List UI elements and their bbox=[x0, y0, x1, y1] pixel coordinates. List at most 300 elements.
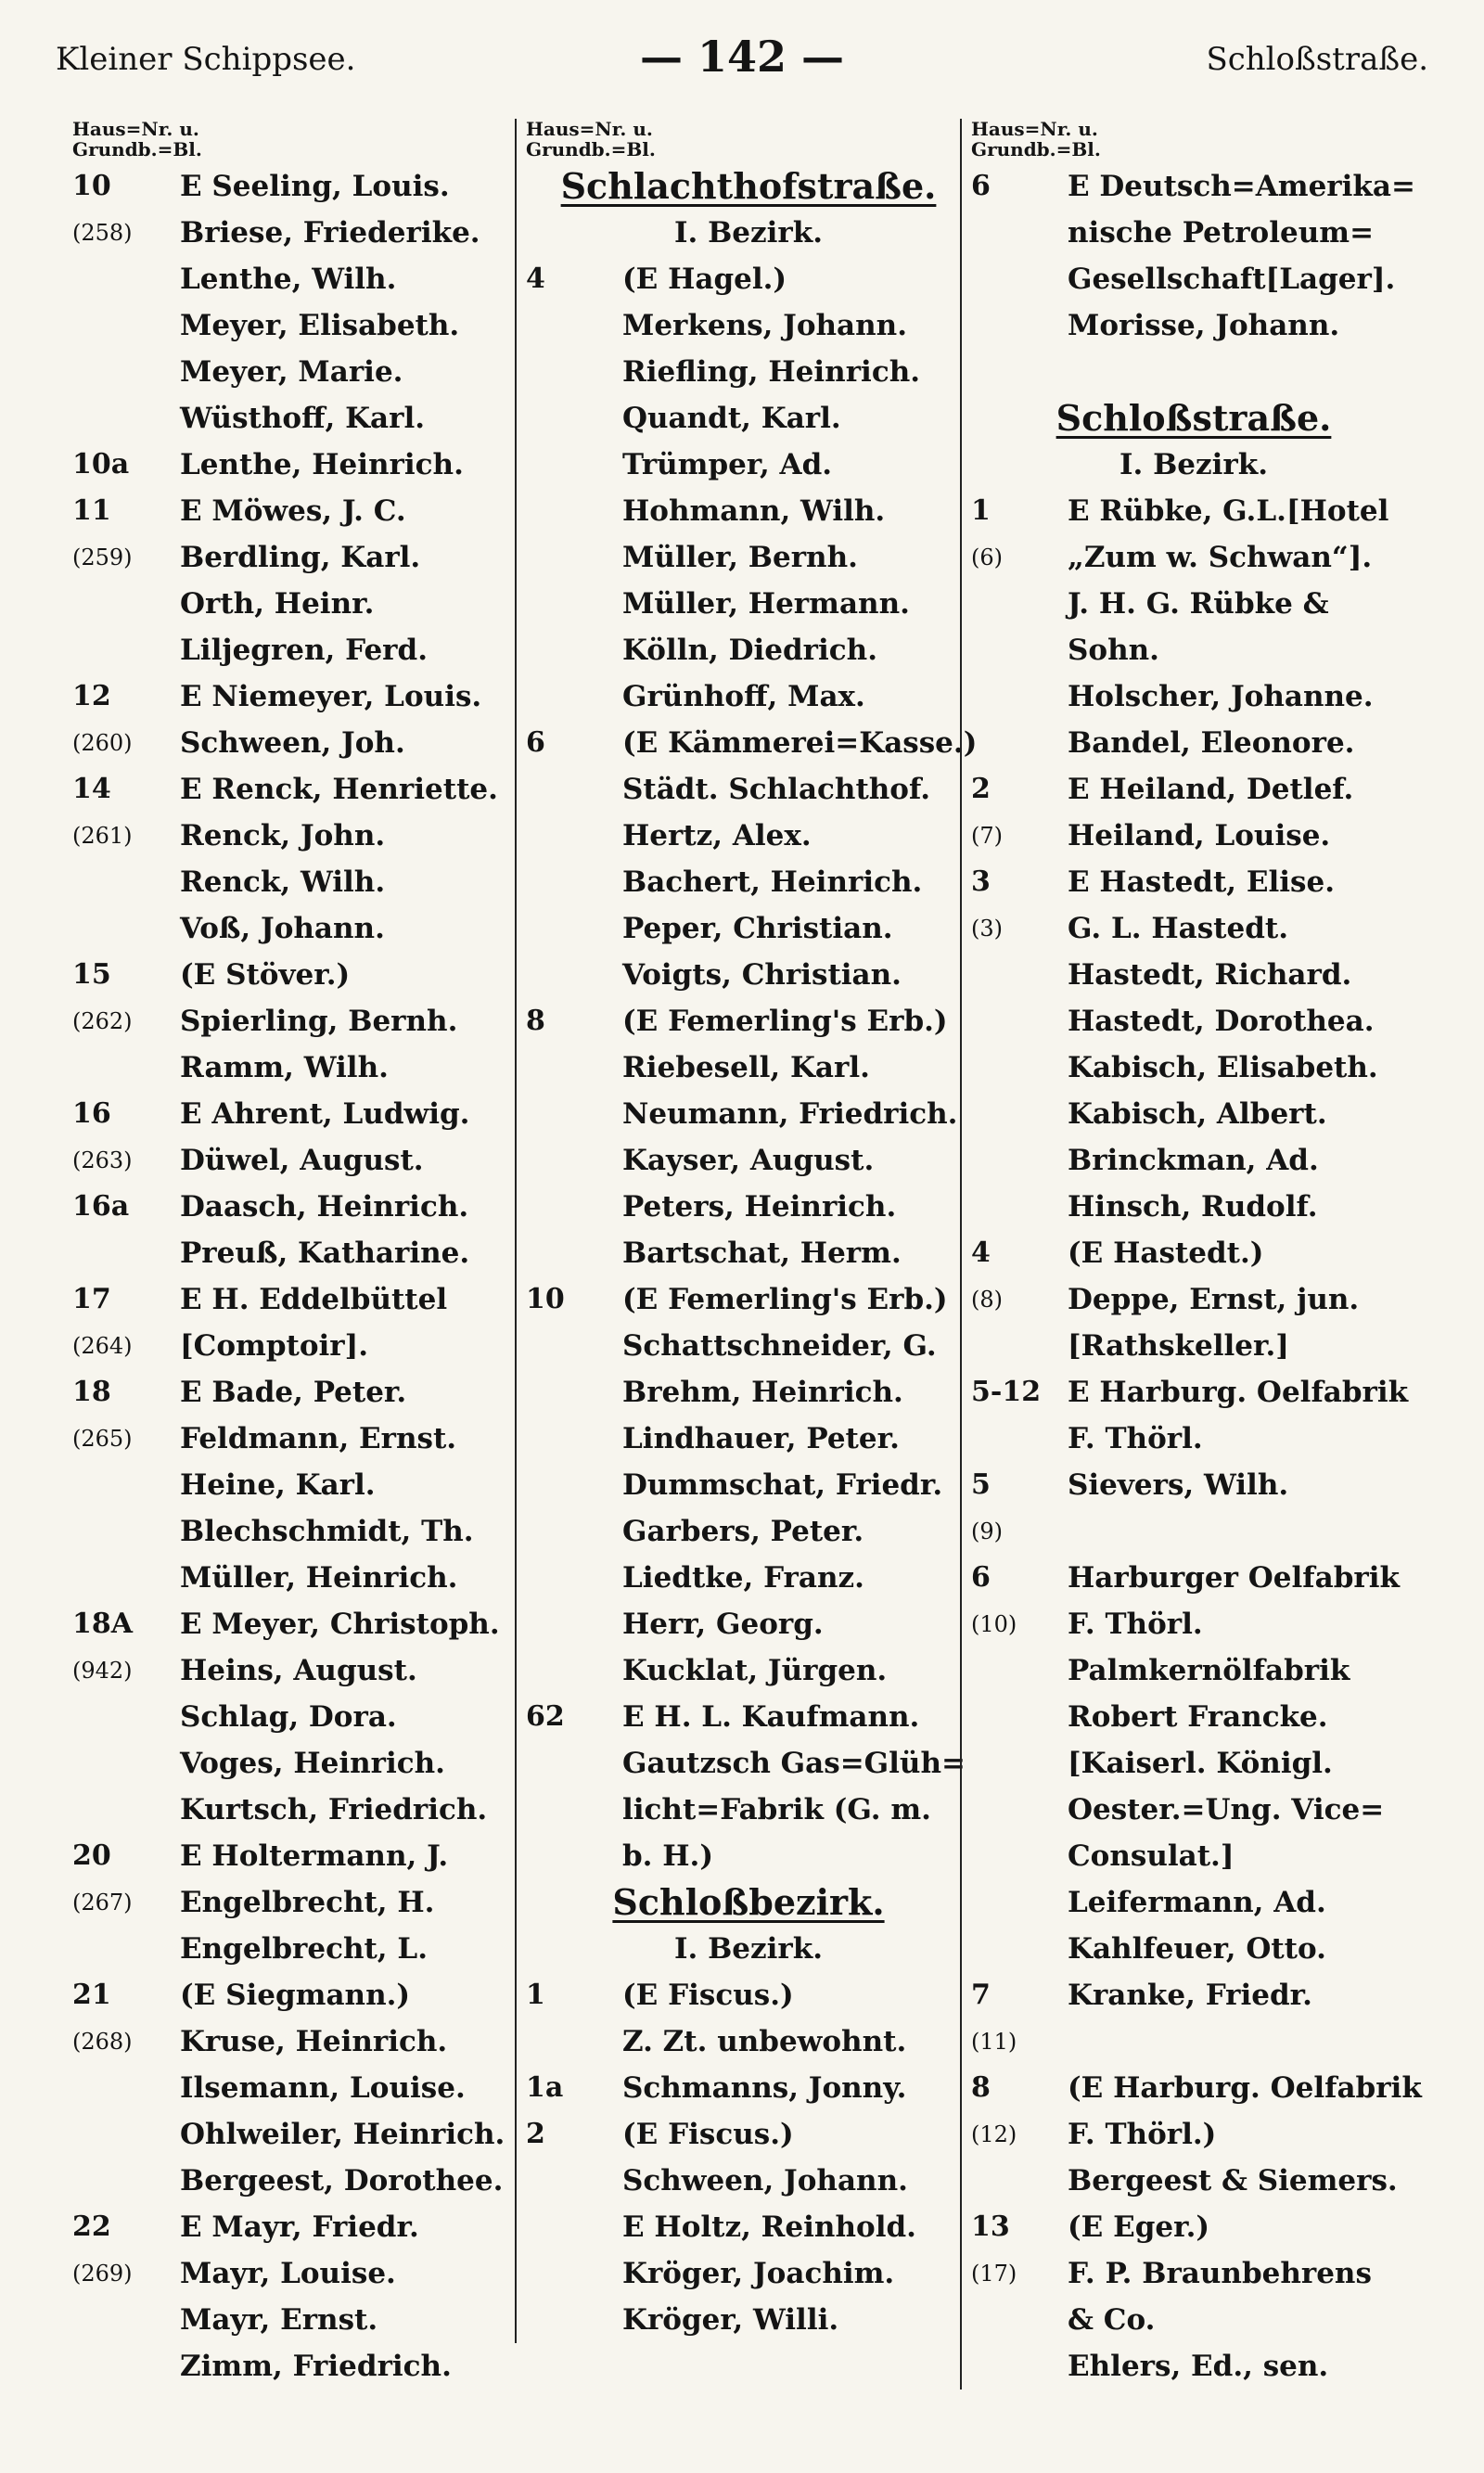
directory-entry bbox=[72, 2065, 518, 2111]
parcel-number: (263) bbox=[72, 1147, 133, 1173]
resident-name: E Holtz, Reinhold. bbox=[622, 2210, 916, 2244]
directory-entry bbox=[72, 2158, 518, 2204]
resident-name: Bergeest & Siemers. bbox=[1068, 2164, 1398, 2198]
running-head-right: Schloßstraße. bbox=[1206, 41, 1428, 78]
directory-entry bbox=[971, 1555, 1416, 1601]
house-number: 17 bbox=[72, 1283, 111, 1315]
resident-name: E Niemeyer, Louis. bbox=[180, 680, 482, 713]
resident-name: Lenthe, Wilh. bbox=[180, 263, 397, 296]
resident-name: (E Femerling's Erb.) bbox=[622, 1005, 948, 1038]
house-number: 8 bbox=[526, 1005, 545, 1037]
resident-name: Mayr, Ernst. bbox=[180, 2303, 378, 2337]
directory-entry bbox=[72, 1555, 518, 1601]
resident-name: Schween, Joh. bbox=[180, 726, 405, 760]
directory-entry bbox=[72, 1184, 518, 1230]
house-number: 62 bbox=[526, 1700, 565, 1733]
district-label bbox=[526, 210, 971, 256]
parcel-number: (265) bbox=[72, 1426, 133, 1452]
column-header: Haus=Nr. u. Grundb.=Bl. bbox=[526, 118, 656, 160]
resident-name: Briese, Friederike. bbox=[180, 216, 480, 250]
resident-name: b. H.) bbox=[622, 1839, 714, 1873]
directory-entry bbox=[72, 1508, 518, 1555]
directory-entry bbox=[971, 1647, 1416, 1694]
house-number: 18A bbox=[72, 1608, 134, 1640]
directory-entry bbox=[971, 673, 1416, 720]
directory-entry bbox=[971, 2018, 1416, 2065]
resident-name: Liljegren, Ferd. bbox=[180, 634, 428, 667]
directory-entry bbox=[526, 395, 971, 442]
directory-entry bbox=[971, 720, 1416, 766]
resident-name: Engelbrecht, H. bbox=[180, 1886, 435, 1919]
parcel-number: (261) bbox=[72, 823, 133, 849]
directory-entry bbox=[526, 1555, 971, 1601]
directory-entry bbox=[971, 488, 1416, 534]
resident-name: Orth, Heinr. bbox=[180, 587, 375, 621]
resident-name: Morisse, Johann. bbox=[1068, 309, 1340, 342]
directory-entry bbox=[72, 1879, 518, 1926]
parcel-number: (267) bbox=[72, 1890, 133, 1916]
resident-name: F. Thörl.) bbox=[1068, 2118, 1217, 2151]
house-number: 15 bbox=[72, 958, 111, 991]
resident-name: Robert Francke. bbox=[1068, 1700, 1328, 1734]
directory-entry bbox=[971, 1184, 1416, 1230]
page-number: — 142 — bbox=[639, 32, 845, 82]
directory-entry bbox=[72, 349, 518, 395]
directory-entry bbox=[971, 2250, 1416, 2297]
resident-name: nische Petroleum= bbox=[1068, 216, 1375, 250]
directory-entry bbox=[971, 1740, 1416, 1787]
resident-name: E Mayr, Friedr. bbox=[180, 2210, 419, 2244]
directory-entry bbox=[72, 673, 518, 720]
directory-entry bbox=[971, 302, 1416, 349]
resident-name: Kröger, Joachim. bbox=[622, 2257, 895, 2290]
directory-entry bbox=[72, 442, 518, 488]
resident-name: Müller, Bernh. bbox=[622, 541, 858, 574]
directory-entry bbox=[971, 1137, 1416, 1184]
resident-name: Bandel, Eleonore. bbox=[1068, 726, 1355, 760]
directory-entry bbox=[526, 673, 971, 720]
directory-entry bbox=[971, 163, 1416, 210]
directory-entry bbox=[971, 1694, 1416, 1740]
directory-entry bbox=[971, 2158, 1416, 2204]
resident-name: E Bade, Peter. bbox=[180, 1376, 407, 1409]
resident-name: (E Femerling's Erb.) bbox=[622, 1283, 948, 1316]
directory-entry bbox=[526, 488, 971, 534]
directory-entry bbox=[971, 2065, 1422, 2111]
directory-entry bbox=[526, 1972, 971, 2018]
directory-entry bbox=[971, 1972, 1416, 2018]
resident-name: Kabisch, Albert. bbox=[1068, 1097, 1327, 1131]
resident-name: (E Fiscus.) bbox=[622, 2118, 794, 2151]
resident-name: F. Thörl. bbox=[1068, 1422, 1203, 1455]
directory-entry bbox=[526, 766, 971, 813]
house-number: 21 bbox=[72, 1979, 111, 2011]
directory-entry bbox=[526, 1276, 971, 1323]
spacer bbox=[971, 349, 1416, 395]
house-number: 6 bbox=[526, 726, 545, 759]
resident-name: J. H. G. Rübke & bbox=[1068, 587, 1329, 621]
directory-entry bbox=[72, 534, 518, 581]
resident-name: Hinsch, Rudolf. bbox=[1068, 1190, 1318, 1224]
resident-name: F. Thörl. bbox=[1068, 1608, 1203, 1641]
resident-name: Voges, Heinrich. bbox=[180, 1747, 445, 1780]
resident-name: Oester.=Ung. Vice= bbox=[1068, 1793, 1385, 1826]
house-number: 8 bbox=[971, 2071, 991, 2104]
directory-entry bbox=[526, 1694, 971, 1740]
resident-name: [Comptoir]. bbox=[180, 1329, 369, 1363]
directory-entry bbox=[971, 1276, 1416, 1323]
house-number: 11 bbox=[72, 494, 111, 527]
running-head-left: Kleiner Schippsee. bbox=[56, 41, 356, 78]
directory-entry bbox=[971, 581, 1416, 627]
resident-name: [Rathskeller.] bbox=[1068, 1329, 1289, 1363]
directory-entry bbox=[72, 395, 518, 442]
house-number: 12 bbox=[72, 680, 111, 712]
street-heading-text: Schlachthofstraße. bbox=[560, 165, 937, 207]
resident-name: Kabisch, Elisabeth. bbox=[1068, 1051, 1378, 1084]
resident-name: Neumann, Friedrich. bbox=[622, 1097, 958, 1131]
resident-name: Heins, August. bbox=[180, 1654, 417, 1687]
directory-entry bbox=[526, 442, 971, 488]
resident-name: G. L. Hastedt. bbox=[1068, 912, 1288, 945]
resident-name: Kayser, August. bbox=[622, 1144, 875, 1177]
resident-name: Peper, Christian. bbox=[622, 912, 893, 945]
directory-entry bbox=[526, 905, 971, 952]
directory-entry bbox=[72, 210, 518, 256]
directory-entry bbox=[72, 1972, 518, 2018]
directory-entry bbox=[72, 2250, 518, 2297]
directory-entry bbox=[971, 2204, 1416, 2250]
resident-name: Renck, Wilh. bbox=[180, 865, 386, 899]
parcel-number: (10) bbox=[971, 1611, 1017, 1637]
directory-entry bbox=[971, 1044, 1416, 1091]
resident-name: Kröger, Willi. bbox=[622, 2303, 839, 2337]
directory-entry bbox=[971, 1926, 1416, 1972]
resident-name: Voigts, Christian. bbox=[622, 958, 902, 992]
directory-entry bbox=[72, 1462, 518, 1508]
resident-name: Zimm, Friedrich. bbox=[180, 2350, 452, 2383]
directory-entry bbox=[72, 1369, 518, 1416]
directory-entry bbox=[72, 1230, 518, 1276]
resident-name: Ilsemann, Louise. bbox=[180, 2071, 466, 2105]
directory-entry bbox=[971, 766, 1416, 813]
resident-name: E Ahrent, Ludwig. bbox=[180, 1097, 470, 1131]
column-header: Haus=Nr. u. Grundb.=Bl. bbox=[971, 118, 1101, 160]
directory-entry bbox=[72, 2297, 518, 2343]
parcel-number: (8) bbox=[971, 1287, 1003, 1313]
resident-name: Engelbrecht, L. bbox=[180, 1932, 428, 1966]
resident-name: Sohn. bbox=[1068, 634, 1159, 667]
resident-name: Kölln, Diedrich. bbox=[622, 634, 877, 667]
resident-name: Berdling, Karl. bbox=[180, 541, 421, 574]
house-number: 6 bbox=[971, 1561, 991, 1594]
directory-entry bbox=[72, 952, 518, 998]
resident-name: Brinckman, Ad. bbox=[1068, 1144, 1319, 1177]
parcel-number: (9) bbox=[971, 1518, 1003, 1544]
resident-name: Peters, Heinrich. bbox=[622, 1190, 897, 1224]
resident-name: Heine, Karl. bbox=[180, 1468, 376, 1502]
directory-entry bbox=[72, 1601, 518, 1647]
directory-entry bbox=[971, 2343, 1416, 2390]
directory-entry bbox=[72, 998, 518, 1044]
directory-entry bbox=[971, 256, 1416, 302]
resident-name: licht=Fabrik (G. m. bbox=[622, 1793, 931, 1826]
directory-entry bbox=[72, 1276, 518, 1323]
directory-entry bbox=[526, 859, 971, 905]
directory-entry bbox=[971, 1230, 1416, 1276]
district-label bbox=[526, 1926, 971, 1972]
directory-entry bbox=[72, 2343, 518, 2390]
directory-entry bbox=[72, 1833, 518, 1879]
resident-name: E Deutsch=Amerika= bbox=[1068, 170, 1415, 203]
house-number: 6 bbox=[971, 170, 991, 202]
directory-entry bbox=[72, 2111, 518, 2158]
parcel-number: (17) bbox=[971, 2261, 1017, 2287]
directory-entry bbox=[971, 1787, 1416, 1833]
district-label-text: I. Bezirk. bbox=[674, 1932, 823, 1966]
resident-name: (E Siegmann.) bbox=[180, 1979, 411, 2012]
district-label-text: I. Bezirk. bbox=[1119, 448, 1268, 481]
directory-entry bbox=[971, 210, 1416, 256]
resident-name: E Rübke, G.L.[Hotel bbox=[1068, 494, 1389, 528]
directory-entry bbox=[72, 1647, 518, 1694]
resident-name: Renck, John. bbox=[180, 819, 386, 852]
resident-name: Hertz, Alex. bbox=[622, 819, 812, 852]
house-number: 2 bbox=[971, 773, 991, 805]
directory-entry bbox=[971, 627, 1416, 673]
resident-name: E Möwes, J. C. bbox=[180, 494, 406, 528]
resident-name: Bartschat, Herm. bbox=[622, 1236, 902, 1270]
parcel-number: (258) bbox=[72, 220, 133, 246]
page-header bbox=[56, 28, 1428, 93]
resident-name: E Harburg. Oelfabrik bbox=[1068, 1376, 1409, 1409]
directory-entry bbox=[971, 1416, 1416, 1462]
resident-name: Lenthe, Heinrich. bbox=[180, 448, 464, 481]
resident-name: E Holtermann, J. bbox=[180, 1839, 449, 1873]
resident-name: Meyer, Marie. bbox=[180, 355, 403, 389]
district-label bbox=[971, 442, 1416, 488]
house-number: 5-12 bbox=[971, 1376, 1042, 1408]
directory-entry bbox=[526, 1184, 971, 1230]
resident-name: (E Harburg. Oelfabrik bbox=[1068, 2071, 1422, 2105]
resident-name: Düwel, August. bbox=[180, 1144, 424, 1177]
directory-entry bbox=[526, 2204, 971, 2250]
house-number: 22 bbox=[72, 2210, 111, 2243]
resident-name: Schmanns, Jonny. bbox=[622, 2071, 907, 2105]
directory-entry bbox=[72, 163, 518, 210]
directory-entry bbox=[526, 1323, 971, 1369]
directory-entry bbox=[526, 627, 971, 673]
directory-entry bbox=[72, 2204, 518, 2250]
directory-entry bbox=[526, 2158, 971, 2204]
resident-name: E H. L. Kaufmann. bbox=[622, 1700, 920, 1734]
house-number: 16a bbox=[72, 1190, 130, 1223]
directory-entry bbox=[526, 813, 971, 859]
resident-name: Mayr, Louise. bbox=[180, 2257, 396, 2290]
house-number: 16 bbox=[72, 1097, 111, 1130]
resident-name: Z. Zt. unbewohnt. bbox=[622, 2025, 907, 2058]
directory-entry bbox=[72, 1926, 518, 1972]
resident-name: Trümper, Ad. bbox=[622, 448, 833, 481]
directory-entry bbox=[971, 905, 1416, 952]
directory-entry bbox=[971, 859, 1416, 905]
directory-entry bbox=[971, 1323, 1416, 1369]
resident-name: (E Hastedt.) bbox=[1068, 1236, 1264, 1270]
resident-name: Voß, Johann. bbox=[180, 912, 385, 945]
parcel-number: (11) bbox=[971, 2029, 1017, 2055]
resident-name: Müller, Hermann. bbox=[622, 587, 910, 621]
resident-name: Müller, Heinrich. bbox=[180, 1561, 458, 1595]
resident-name: Kurtsch, Friedrich. bbox=[180, 1793, 488, 1826]
resident-name: [Kaiserl. Königl. bbox=[1068, 1747, 1333, 1780]
resident-name: Wüsthoff, Karl. bbox=[180, 402, 426, 435]
resident-name: Riefling, Heinrich. bbox=[622, 355, 921, 389]
parcel-number: (12) bbox=[971, 2121, 1017, 2147]
street-heading bbox=[971, 395, 1416, 442]
directory-entry bbox=[72, 1416, 518, 1462]
resident-name: Liedtke, Franz. bbox=[622, 1561, 864, 1595]
resident-name: (E Eger.) bbox=[1068, 2210, 1210, 2244]
street-heading-text: Schloßbezirk. bbox=[612, 1881, 885, 1923]
resident-name: „Zum w. Schwan“]. bbox=[1068, 541, 1373, 574]
directory-entry bbox=[971, 952, 1416, 998]
resident-name: Heiland, Louise. bbox=[1068, 819, 1331, 852]
column-header: Haus=Nr. u. Grundb.=Bl. bbox=[72, 118, 202, 160]
resident-name: E Hastedt, Elise. bbox=[1068, 865, 1336, 899]
resident-name: Grünhoff, Max. bbox=[622, 680, 865, 713]
resident-name: F. P. Braunbehrens bbox=[1068, 2257, 1372, 2290]
resident-name: Bergeest, Dorothee. bbox=[180, 2164, 504, 2198]
parcel-number: (3) bbox=[971, 916, 1003, 942]
resident-name: E Seeling, Louis. bbox=[180, 170, 450, 203]
directory-entry bbox=[971, 1508, 1416, 1555]
house-number: 13 bbox=[971, 2210, 1010, 2243]
directory-entry bbox=[971, 534, 1416, 581]
resident-name: Gesellschaft[Lager]. bbox=[1068, 263, 1396, 296]
directory-entry bbox=[971, 813, 1416, 859]
parcel-number: (269) bbox=[72, 2261, 133, 2287]
resident-name: Gautzsch Gas=Glüh= bbox=[622, 1747, 966, 1780]
resident-name: Ehlers, Ed., sen. bbox=[1068, 2350, 1329, 2383]
district-label-text: I. Bezirk. bbox=[674, 216, 823, 250]
resident-name: Garbers, Peter. bbox=[622, 1515, 864, 1548]
resident-name: & Co. bbox=[1068, 2303, 1156, 2337]
directory-entry bbox=[526, 302, 971, 349]
column-1 bbox=[72, 119, 518, 2390]
directory-entry bbox=[526, 349, 971, 395]
directory-entry bbox=[526, 1601, 971, 1647]
directory-entry bbox=[526, 2018, 971, 2065]
resident-name: Quandt, Karl. bbox=[622, 402, 841, 435]
house-number: 1a bbox=[526, 2071, 564, 2104]
directory-entry bbox=[526, 581, 971, 627]
house-number: 7 bbox=[971, 1979, 991, 2011]
street-heading bbox=[526, 1879, 971, 1926]
resident-name: Feldmann, Ernst. bbox=[180, 1422, 457, 1455]
directory-entry bbox=[526, 720, 978, 766]
directory-entry bbox=[526, 2297, 971, 2343]
resident-name: Palmkernölfabrik bbox=[1068, 1654, 1350, 1687]
house-number: 2 bbox=[526, 2118, 545, 2150]
directory-entry bbox=[526, 2250, 971, 2297]
resident-name: Deppe, Ernst, jun. bbox=[1068, 1283, 1360, 1316]
resident-name: E Renck, Henriette. bbox=[180, 773, 498, 806]
resident-name: Riebesell, Karl. bbox=[622, 1051, 870, 1084]
column-3 bbox=[960, 118, 1422, 2390]
directory-entry bbox=[72, 1323, 518, 1369]
directory-entry bbox=[971, 1369, 1416, 1416]
directory-entry bbox=[526, 2111, 971, 2158]
directory-entry bbox=[526, 1230, 971, 1276]
resident-name: Lindhauer, Peter. bbox=[622, 1422, 900, 1455]
resident-name: Harburger Oelfabrik bbox=[1068, 1561, 1400, 1595]
directory-entry bbox=[526, 1787, 971, 1833]
parcel-number: (7) bbox=[971, 823, 1003, 849]
resident-name: Ramm, Wilh. bbox=[180, 1051, 389, 1084]
resident-name: Kranke, Friedr. bbox=[1068, 1979, 1312, 2012]
house-number: 10 bbox=[72, 170, 111, 202]
house-number: 18 bbox=[72, 1376, 111, 1408]
house-number: 3 bbox=[971, 865, 991, 898]
parcel-number: (262) bbox=[72, 1008, 133, 1034]
directory-entry bbox=[526, 2065, 971, 2111]
parcel-number: (268) bbox=[72, 2029, 133, 2055]
directory-entry bbox=[526, 1416, 971, 1462]
resident-name: Dummschat, Friedr. bbox=[622, 1468, 943, 1502]
resident-name: (E Hagel.) bbox=[622, 263, 787, 296]
resident-name: Herr, Georg. bbox=[622, 1608, 824, 1641]
directory-entry bbox=[526, 1369, 971, 1416]
house-number: 1 bbox=[526, 1979, 545, 2011]
resident-name: Hastedt, Richard. bbox=[1068, 958, 1352, 992]
directory-entry bbox=[526, 952, 971, 998]
directory-entry bbox=[971, 2111, 1416, 2158]
directory-entry bbox=[526, 1833, 971, 1879]
directory-entry bbox=[72, 627, 518, 673]
house-number: 10a bbox=[72, 448, 130, 481]
directory-entry bbox=[72, 1044, 518, 1091]
resident-name: Kucklat, Jürgen. bbox=[622, 1654, 888, 1687]
parcel-number: (264) bbox=[72, 1333, 133, 1359]
resident-name: Schlag, Dora. bbox=[180, 1700, 397, 1734]
resident-name: Sievers, Wilh. bbox=[1068, 1468, 1289, 1502]
directory-entry bbox=[971, 2297, 1416, 2343]
parcel-number: (259) bbox=[72, 545, 133, 570]
directory-entry bbox=[72, 302, 518, 349]
directory-entry bbox=[971, 1462, 1416, 1508]
resident-name: Brehm, Heinrich. bbox=[622, 1376, 903, 1409]
house-number: 14 bbox=[72, 773, 111, 805]
house-number: 4 bbox=[526, 263, 545, 295]
directory-entry bbox=[526, 534, 971, 581]
parcel-number: (6) bbox=[971, 545, 1003, 570]
directory-entry bbox=[526, 1647, 971, 1694]
directory-entry bbox=[971, 1879, 1416, 1926]
house-number: 4 bbox=[971, 1236, 991, 1269]
directory-entry bbox=[971, 998, 1416, 1044]
resident-name: Hohmann, Wilh. bbox=[622, 494, 886, 528]
resident-name: Blechschmidt, Th. bbox=[180, 1515, 474, 1548]
resident-name: Kahlfeuer, Otto. bbox=[1068, 1932, 1326, 1966]
resident-name: Städt. Schlachthof. bbox=[622, 773, 931, 806]
directory-entry bbox=[526, 1740, 971, 1787]
directory-entry bbox=[72, 813, 518, 859]
directory-entry bbox=[526, 998, 971, 1044]
directory-entry bbox=[526, 1508, 971, 1555]
resident-name: E Heiland, Detlef. bbox=[1068, 773, 1354, 806]
house-number: 5 bbox=[971, 1468, 991, 1501]
street-heading-text: Schloßstraße. bbox=[1055, 397, 1332, 439]
